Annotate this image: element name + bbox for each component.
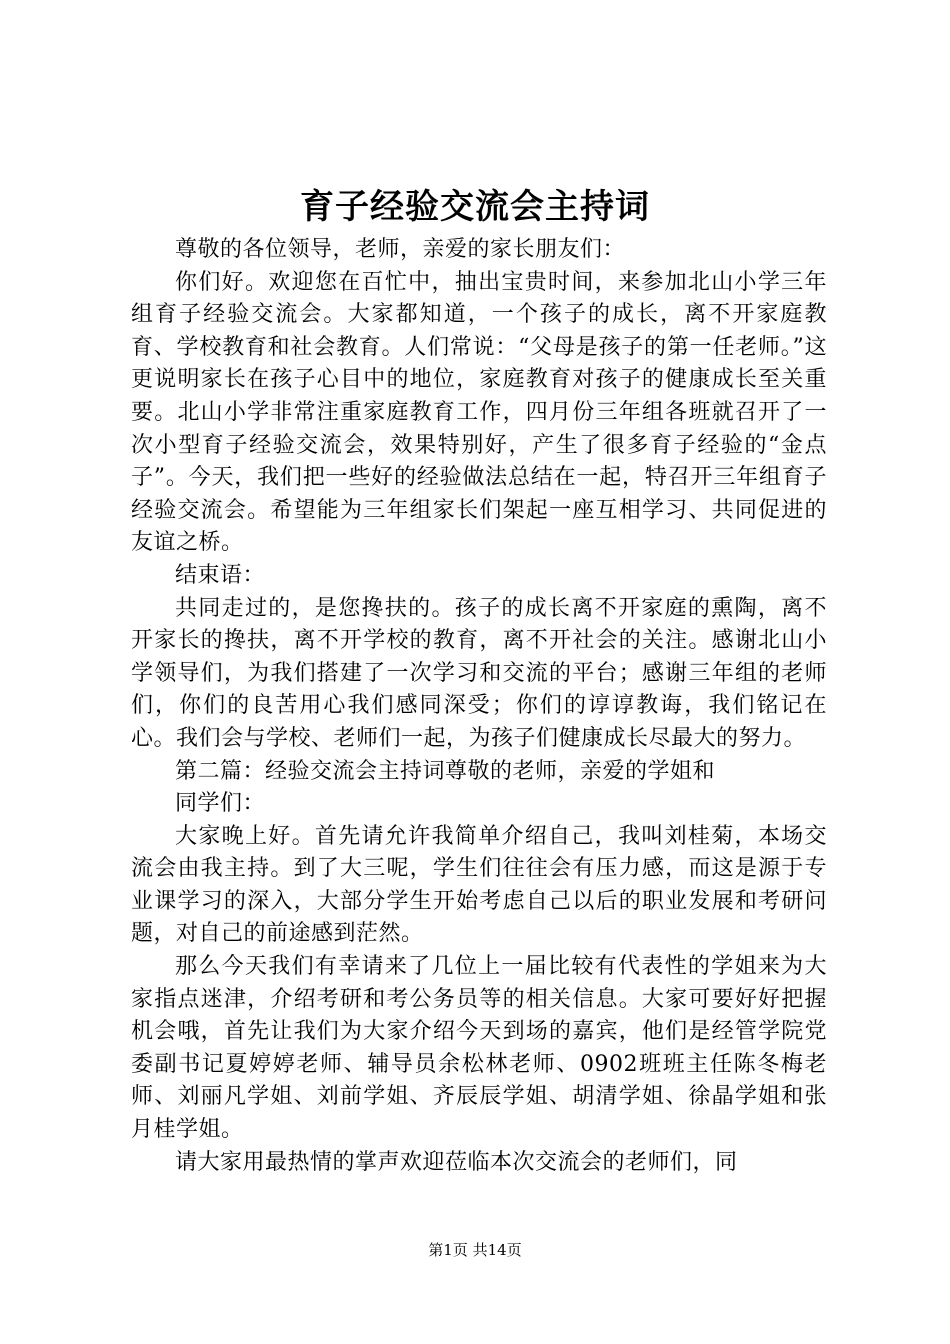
document-title: 育子经验交流会主持词 [300,187,650,227]
paragraph-guest-introduction: 那么今天我们有幸请来了几位上一届比较有代表性的学姐来为大家指点迷津，介绍考研和考公务员等的相关信息。大家可要好好把握机会哦，首先让我们为大家介绍今天到场的嘉宾，他们是经管学院党委副书记夏婷婷老师、辅导员余松林老师、0902班班主任陈冬梅老师、刘丽凡学姐、刘前学姐、齐辰辰学姐、胡清学姐、徐晶学姐和张月桂学姐。 [131,954,827,1143]
paragraph-self-introduction: 大家晚上好。首先请允许我简单介绍自己，我叫刘桂菊，本场交流会由我主持。到了大三呢，学生们往往会有压力感，而这是源于专业课学习的深入，大部分学生开始考虑自己以后的职业发展和考研问题，对自己的前途感到茫然。 [131,823,827,947]
document-body [131,234,827,1179]
paragraph-opening: 你们好。欢迎您在百忙中，抽出宝贵时间，来参加北山小学三年组育子经验交流会。大家都知道，一个孩子的成长，离不开家庭教育、学校教育和社会教育。人们常说：“父母是孩子的第一任老师。”这更说明家长在孩子心目中的地位，家庭教育对孩子的健康成长至关重要。北山小学非常注重家庭教育工作，四月份三年组各班就召开了一次小型育子经验交流会，效果特别好，产生了很多育子经验的“金点子”。今天，我们把一些好的经验做法总结在一起，特召开三年组育子经验交流会。希望能为三年组家长们架起一座互相学习、共同促进的友谊之桥。 [131,269,827,556]
paragraph-salutation: 尊敬的各位领导，老师，亲爱的家长朋友们： [175,237,626,262]
paragraph-second-article-heading: 第二篇：经验交流会主持词尊敬的老师，亲爱的学姐和 [175,758,716,784]
paragraph-closing-remarks: 共同走过的，是您搀扶的。孩子的成长离不开家庭的熏陶，离不开家长的搀扶，离不开学校的教育，离不开社会的关注。感谢北山小学领导们，为我们搭建了一次学习和交流的平台；感谢三年组的老师们，你们的良苦用心我们感同深受；你们的谆谆教诲，我们铭记在心。我们会与学校、老师们一起，为孩子们健康成长尽最大的努力。 [131,595,827,751]
page-number-footer: 第1页 共14页 [428,1241,522,1259]
paragraph-closing-heading: 结束语： [175,562,266,588]
paragraph-second-article-salutation: 同学们： [175,791,266,817]
paragraph-welcome-applause: 请大家用最热情的掌声欢迎莅临本次交流会的老师们，同 [175,1149,738,1175]
